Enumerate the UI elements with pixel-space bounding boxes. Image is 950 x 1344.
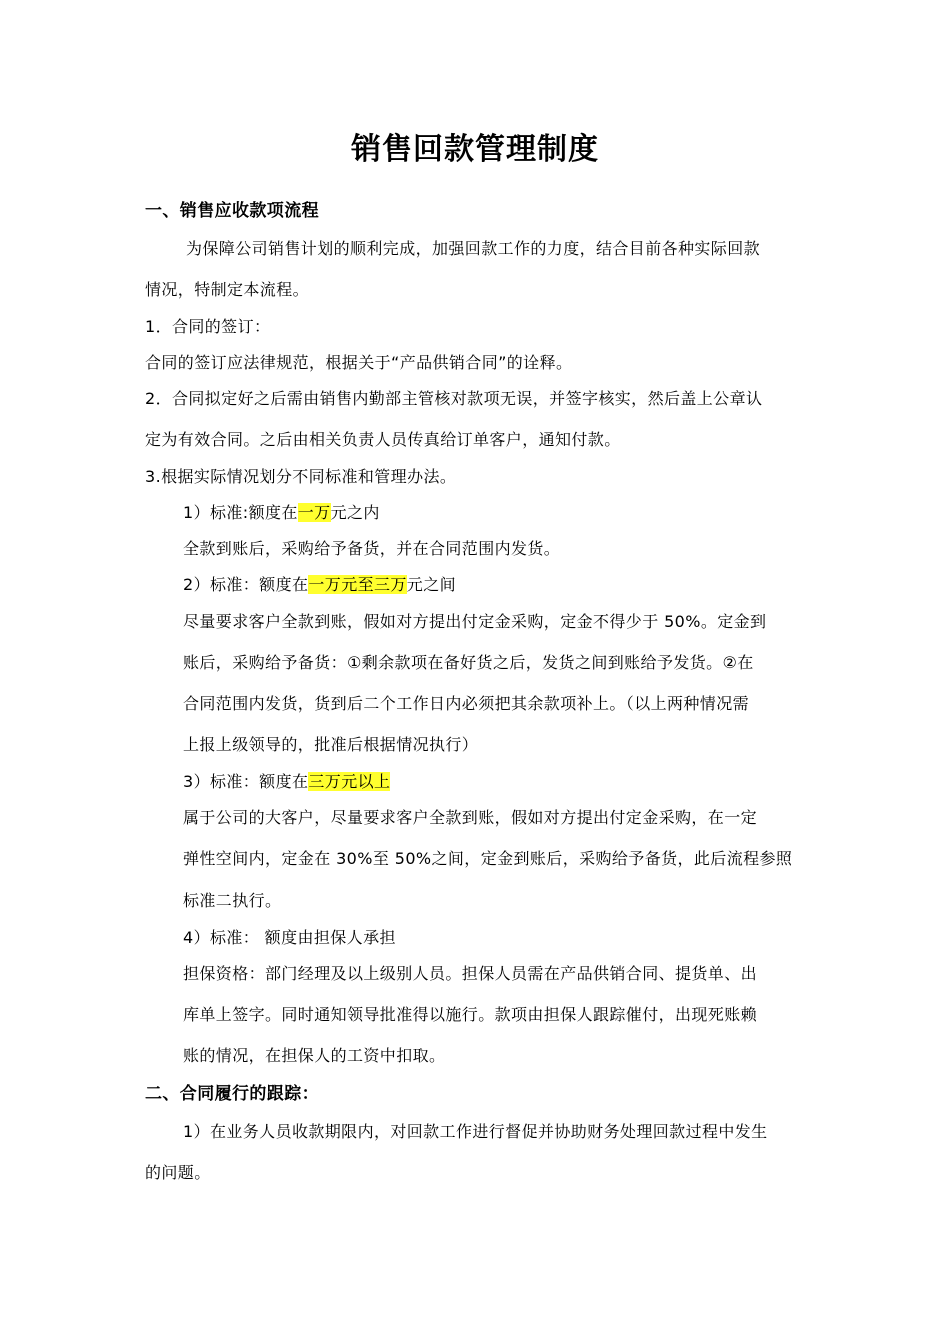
std2-prefix: 2）标准：额度在 xyxy=(183,575,309,594)
std2-body-line-2: 账后，采购给予备货：①剩余款项在备好货之后，发货之间到账给予发货。②在 xyxy=(183,653,754,672)
intro-line-1: 为保障公司销售计划的顺利完成，加强回款工作的力度，结合目前各种实际回款 xyxy=(186,239,761,258)
std3-body-line-1: 属于公司的大客户，尽量要求客户全款到账，假如对方提出付定金采购，在一定 xyxy=(183,808,758,827)
item2-line-2: 定为有效合同。之后由相关负责人员传真给订单客户，通知付款。 xyxy=(145,430,621,449)
std2-title xyxy=(183,574,456,596)
section1-heading: 一、销售应收款项流程 xyxy=(145,201,319,221)
std3-prefix: 3）标准：额度在 xyxy=(183,772,309,791)
std3-title xyxy=(183,771,390,793)
intro-line-2: 情况，特制定本流程。 xyxy=(145,280,310,299)
document-title: 销售回款管理制度 xyxy=(351,132,599,167)
std1-highlight: 一万 xyxy=(297,503,331,522)
std3-body-line-3: 标准二执行。 xyxy=(183,891,282,910)
std2-body-line-4: 上报上级领导的，批准后根据情况执行） xyxy=(183,735,479,754)
item1-title: 1．合同的签订： xyxy=(145,317,271,336)
item3-title: 3.根据实际情况划分不同标准和管理办法。 xyxy=(145,467,457,486)
std2-body-line-1: 尽量要求客户全款到账，假如对方提出付定金采购，定金不得少于 50%。定金到 xyxy=(183,612,767,631)
item2-line-1: 2．合同拟定好之后需由销售内勤部主管核对款项无误，并签字核实，然后盖上公章认 xyxy=(145,389,763,408)
std1-title xyxy=(183,502,380,524)
std2-suffix: 元之间 xyxy=(406,575,456,594)
std2-highlight: 一万元至三万 xyxy=(308,575,407,594)
std4-title: 4）标准： 额度由担保人承担 xyxy=(183,928,396,947)
std4-body-line-1: 担保资格：部门经理及以上级别人员。担保人员需在产品供销合同、提货单、出 xyxy=(183,964,758,983)
std4-body-line-3: 账的情况，在担保人的工资中扣取。 xyxy=(183,1046,446,1065)
section2-heading: 二、合同履行的跟踪： xyxy=(145,1084,319,1104)
section2-item1-line-2: 的问题。 xyxy=(145,1163,211,1182)
std1-prefix: 1）标准:额度在 xyxy=(183,503,298,522)
std2-body-line-3: 合同范围内发货，货到后二个工作日内必须把其余款项补上。（以上两种情况需 xyxy=(183,694,750,713)
std3-body-line-2: 弹性空间内，定金在 30%至 50%之间，定金到账后，采购给予备货，此后流程参照 xyxy=(183,849,793,868)
std1-suffix: 元之内 xyxy=(330,503,380,522)
std1-body: 全款到账后，采购给予备货，并在合同范围内发货。 xyxy=(183,539,561,558)
item1-body: 合同的签订应法律规范，根据关于“产品供销合同”的诠释。 xyxy=(145,353,573,372)
std3-highlight: 三万元以上 xyxy=(308,772,391,791)
section2-item1-line-1: 1）在业务人员收款期限内，对回款工作进行督促并协助财务处理回款过程中发生 xyxy=(183,1122,768,1141)
std4-body-line-2: 库单上签字。同时通知领导批准得以施行。款项由担保人跟踪催付，出现死账赖 xyxy=(183,1005,758,1024)
